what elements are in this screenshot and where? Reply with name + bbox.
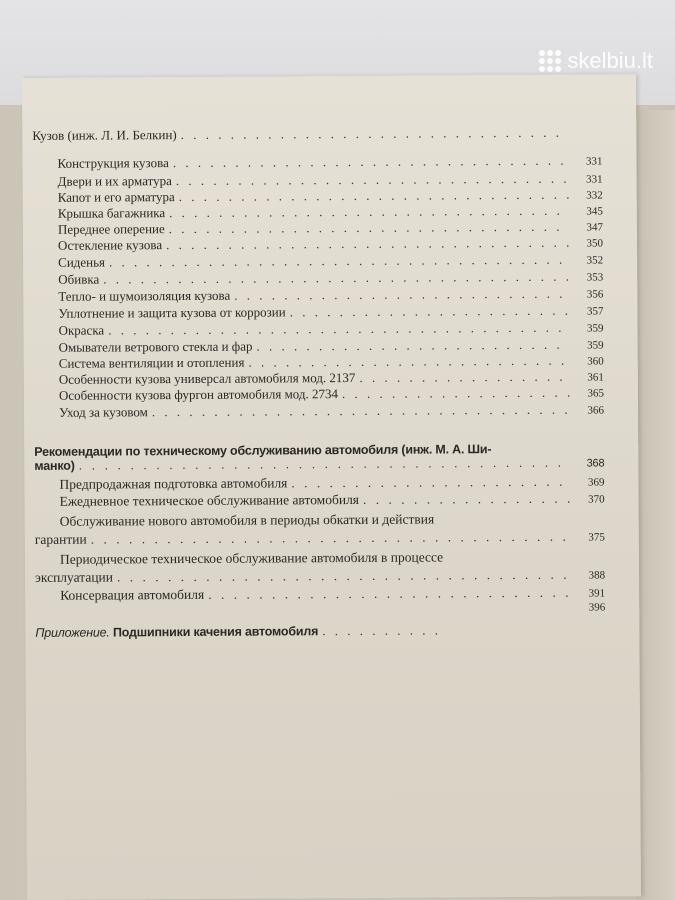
appendix-prefix: Приложение. [35,625,110,640]
toc-item-multiline: Периодическое техническое обслуживание автомобиля в процессе [59,549,444,567]
section-title-line1: Рекомендации по техническому обслуживанию автомобиля (инж. М. А. Ши- [34,442,492,459]
toc-item-multiline-cont: гарантии . . . 375 [35,528,605,548]
toc-item: Уплотнение и защита кузова от коррозии . . . 357 [58,302,603,322]
toc-item: Система вентиляции и отопления . . . 360 [59,352,604,372]
toc-item-multiline: Обслуживание нового автомобиля в периоды обкатки и действия [59,511,435,529]
toc-item: Ежедневное техническое обслуживание автомобиля . . . 370 [60,490,605,510]
toc-item: Особенности кузова фургон автомобиля мод. 2734 . . . 365 [59,384,604,404]
leader-dots [322,622,442,638]
watermark [539,48,653,74]
toc-item: Уход за кузовом . . . 366 [59,401,604,421]
appendix-title: Подшипники качения автомобиля [112,624,319,640]
toc-item: Окраска . . . 359 [58,319,603,339]
toc-item: Двери и их арматура . . . 331 [58,170,603,190]
toc-extra-page: 396 [588,601,606,614]
toc-item: Консервация автомобиля . . . 391 [60,584,605,604]
book-edge [636,110,675,900]
watermark-text: skelbiu.lt [567,48,653,73]
toc-appendix [35,621,605,640]
toc-item: Переднее оперение . . . 347 [58,218,603,238]
toc-item: Предпродажная подготовка автомобиля . . . 369 [59,473,604,493]
section-title-prefix: Кузов [32,127,65,143]
toc-item: Остекление кузова . . . 350 [58,234,603,254]
toc-item-multiline-cont: эксплуатации . . . 388 [35,566,605,586]
toc-item: Сиденья . . . 352 [58,251,603,271]
toc-item: Особенности кузова универсал автомобиля мод. 2137 . . . 361 [59,368,604,388]
toc-item: Капот и его арматура . . . 332 [58,186,603,206]
book-page [22,74,641,900]
toc-section-body [32,124,602,142]
table-of-contents [22,74,641,900]
watermark-logo-icon [539,50,561,72]
toc-section-maintenance-cont [34,455,604,474]
leader-dots [181,125,569,142]
toc-item: Тепло- и шумоизоляция кузова . . . 356 [58,285,603,305]
toc-item: Конструкция кузова . . . 331 [57,152,602,172]
toc-item: Обивка . . . 353 [58,268,603,288]
section-page: 368 [586,457,605,470]
section-title-line2: манко) [34,458,75,473]
toc-item: Омыватели ветрового стекла и фар . . . 359 [59,336,604,356]
toc-item: Крышка багажника . . . 345 [58,202,603,222]
section-title-rest: (инж. Л. И. Белкин) [67,127,177,143]
